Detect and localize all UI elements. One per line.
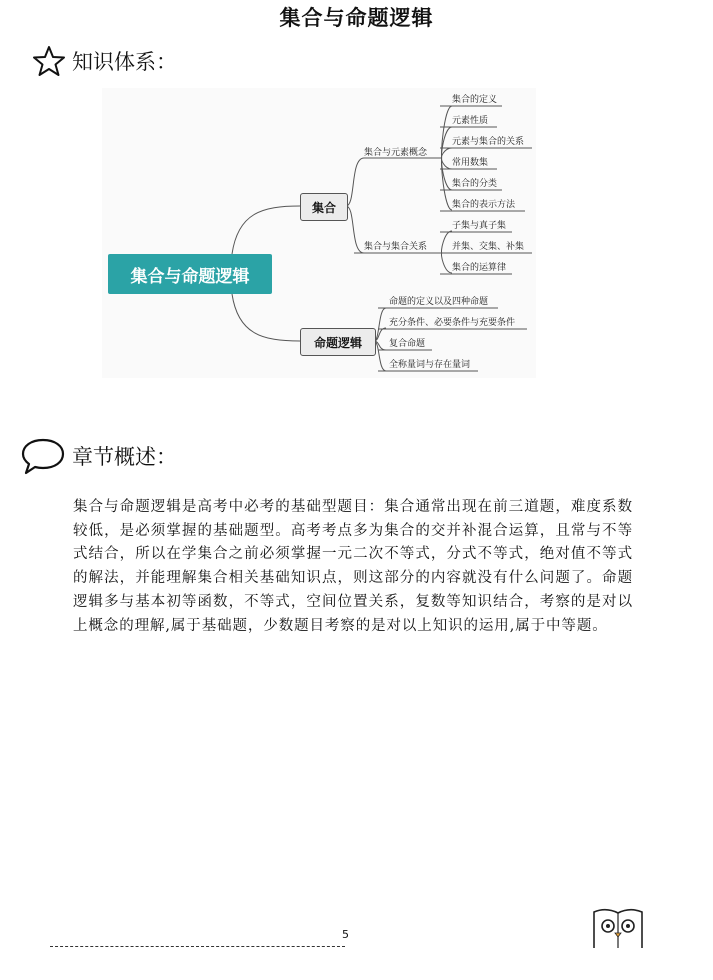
mindmap-leaf: 集合的表示方法 (452, 200, 516, 210)
page-title: 集合与命题逻辑 (279, 6, 434, 30)
mindmap-node-set: 集合 (300, 193, 348, 221)
mindmap-leaf: 集合的定义 (452, 95, 498, 105)
mindmap-leaf: 复合命题 (389, 339, 426, 349)
mindmap-leaf: 子集与真子集 (452, 221, 507, 231)
section-heading: 知识体系： (72, 50, 177, 74)
mindmap-node-logic: 命题逻辑 (300, 328, 376, 356)
speech-bubble-icon (20, 436, 66, 476)
page-number: 5 (342, 928, 349, 941)
mindmap-leaf: 命题的定义以及四种命题 (389, 297, 489, 307)
section-chapter-overview (20, 436, 177, 476)
mindmap-leaf: 并集、交集、补集 (452, 242, 525, 252)
mindmap-leaf: 元素与集合的关系 (452, 137, 525, 147)
section-knowledge-system (32, 44, 177, 78)
mind-map (102, 88, 536, 378)
mindmap-leaf: 集合的分类 (452, 179, 498, 189)
mindmap-leaf: 常用数集 (452, 158, 489, 168)
owl-icon (592, 906, 644, 950)
mindmap-root-node: 集合与命题逻辑 (108, 254, 272, 294)
mindmap-branch-label: 集合与元素概念 (364, 148, 428, 158)
section-heading: 章节概述： (72, 445, 177, 469)
mindmap-leaf: 集合的运算律 (452, 263, 507, 273)
mindmap-leaf: 元素性质 (452, 116, 489, 126)
overview-paragraph: 集合与命题逻辑是高考中必考的基础型题目：集合通常出现在前三道题，难度系数较低，是必须掌握的基础题型。高考考点多为集合的交并补混合运算，且常与不等式结合，所以在学集合之前必须掌握一元二次不等式，分式不等式，绝对值不等式的解法，并能理解集合相关基础知识点，则这部分的内容就没有什么问题了。命题逻辑多与基本初等函数，不等式，空间位置关系，复数等知识结合，考察的是对以上概念的理解,属于基础题，少数题目考察的是对以上知识的运用,属于中等题。 (73, 499, 633, 634)
mindmap-branch-label: 集合与集合关系 (364, 242, 428, 252)
mindmap-leaf: 全称量词与存在量词 (389, 360, 471, 370)
star-outline-icon (32, 44, 66, 78)
mindmap-leaf: 充分条件、必要条件与充要条件 (389, 318, 516, 328)
footer-divider (50, 946, 345, 947)
